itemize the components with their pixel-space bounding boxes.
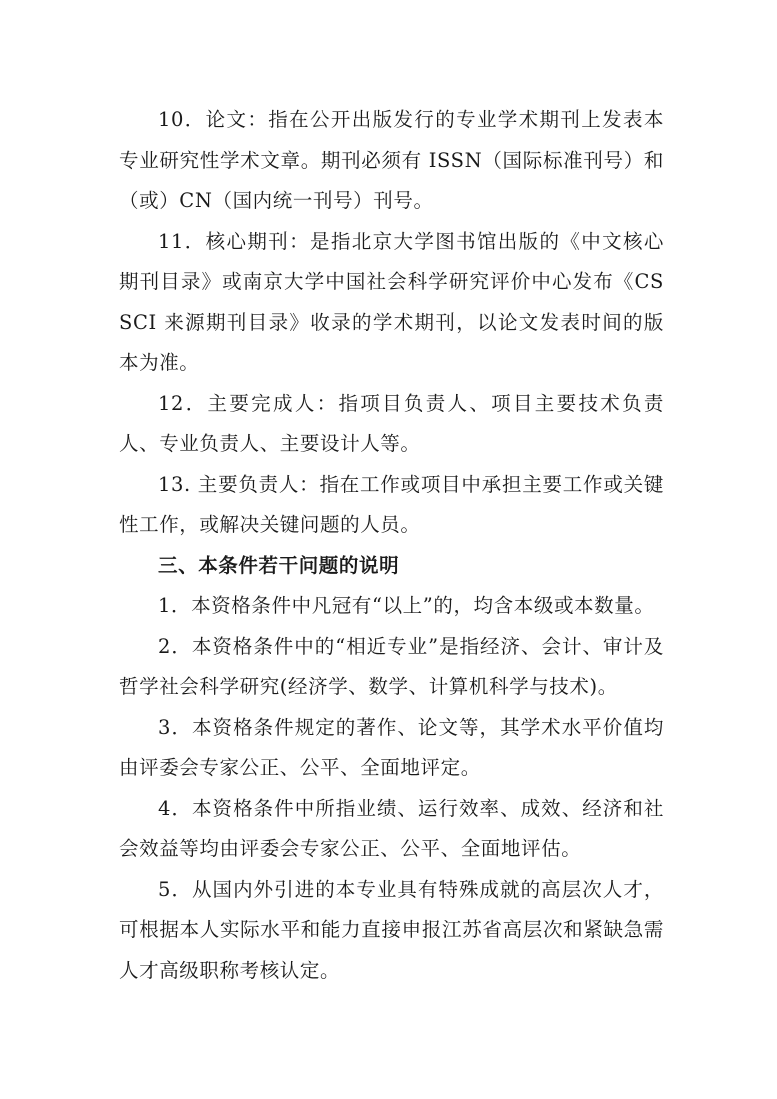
document-body [119,100,664,991]
definition-paper: 10．论文：指在公开出版发行的专业学术期刊上发表本专业研究性学术文章。期刊必须有 ISSN（国际标准刊号）和（或）CN（国内统一刊号）刊号。 [119,108,664,212]
definition-main-leader: 13. 主要负责人：指在工作或项目中承担主要工作或关键性工作，或解决关键问题的人员。 [119,472,664,536]
note-item-3: 3．本资格条件规定的著作、论文等，其学术水平价值均由评委会专家公正、公平、全面地评定。 [119,715,664,779]
note-item-2: 2．本资格条件中的“相近专业”是指经济、会计、审计及哲学社会科学研究(经济学、数学、计算机科学与技术)。 [119,634,664,698]
definition-main-contributor: 12．主要完成人：指项目负责人、项目主要技术负责人、专业负责人、主要设计人等。 [119,391,664,455]
note-item-4: 4．本资格条件中所指业绩、运行效率、成效、经济和社会效益等均由评委会专家公正、公平、全面地评估。 [119,796,664,860]
note-item-1: 1．本资格条件中凡冠有“以上”的，均含本级或本数量。 [158,594,655,617]
section-heading: 三、本条件若干问题的说明 [158,553,400,577]
definition-core-journal: 11．核心期刊：是指北京大学图书馆出版的《中文核心期刊目录》或南京大学中国社会科学研究评价中心发布《CSSCI 来源期刊目录》收录的学术期刊，以论文发表时间的版本为准。 [119,229,664,374]
note-item-5: 5．从国内外引进的本专业具有特殊成就的高层次人才，可根据本人实际水平和能力直接申报江苏省高层次和紧缺急需人才高级职称考核认定。 [119,877,664,982]
